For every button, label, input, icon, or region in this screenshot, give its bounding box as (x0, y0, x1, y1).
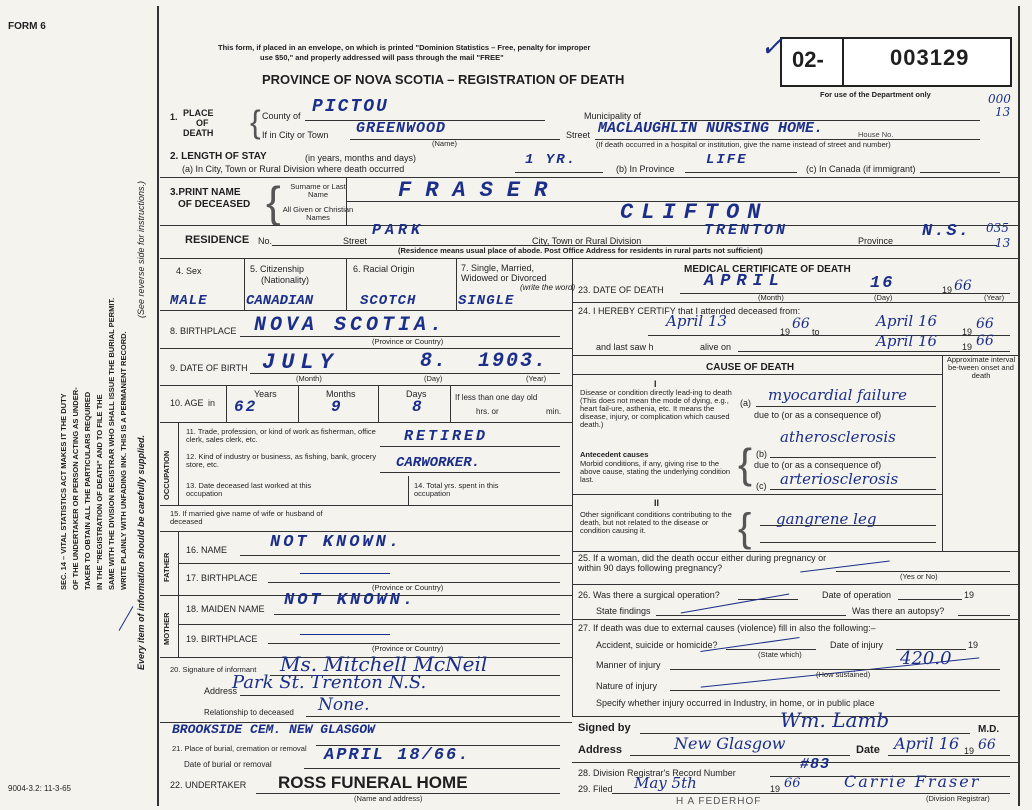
s12-value: CARWORKER. (396, 455, 481, 471)
residence-province-label: Province (858, 236, 894, 246)
other-label: Other significant conditions contributing to the death, but not related to the disease or condition causing it. (580, 510, 732, 535)
registrar-stamp: H A FEDERHOF (676, 796, 762, 807)
residence-street: PARK (372, 222, 425, 239)
s12-label: 12. Kind of industry or business, as fishing, bank, grocery store, etc. (186, 452, 377, 469)
s19-dash (300, 634, 390, 635)
s11-value: RETIRED (404, 428, 489, 445)
cause-a-label: (a) (740, 398, 751, 408)
side-text-8: (See reverse side for instructions.) (136, 180, 146, 318)
s1-label-c: DEATH (183, 128, 214, 138)
cause-part-2-top (572, 494, 942, 495)
residence-code-2: 13 (995, 236, 1011, 250)
s8-value: NOVA SCOTIA. (254, 314, 447, 337)
s5-label: 5. Citizenship (250, 264, 305, 274)
side-text-3: TAKER TO OBTAIN ALL THE PARTICULARS REQUIRED (83, 391, 92, 590)
age-div-3 (378, 385, 379, 422)
s18-value: NOT KNOWN. (284, 591, 417, 610)
s8-label: 8. BIRTHPLACE (170, 326, 237, 336)
residence-province: N.S. (922, 222, 971, 241)
s27-sustained-label: (How sustained) (816, 670, 871, 679)
s28-label: 28. Division Registrar's Record Number (578, 768, 736, 778)
other-line-2 (760, 542, 936, 543)
s2-a-line (515, 172, 603, 173)
cause-part-2: II (654, 498, 660, 508)
signed-date-label: Date (856, 744, 880, 756)
signed-date: April 16 (894, 734, 960, 753)
s24-to: April 16 (876, 312, 938, 330)
s19-sub: (Province or Country) (372, 644, 444, 653)
s3-label-a: 3.PRINT NAME (170, 187, 241, 198)
s29-registrar: Carrie Fraser (844, 772, 981, 791)
row-15-bottom (160, 531, 572, 532)
house-label: House No. (858, 130, 894, 139)
s6-value: SCOTCH (360, 293, 417, 309)
cause-a-line (756, 406, 936, 407)
s9-day-label: (Day) (424, 374, 443, 383)
s10-less: If less than one day old (455, 393, 538, 402)
s1-label-a: PLACE (183, 108, 214, 118)
father-side-label: FATHER (162, 552, 171, 582)
s23-month-label: (Month) (758, 293, 784, 302)
s1-num: 1. (170, 112, 178, 122)
antecedent-title: Antecedent causes (580, 450, 649, 459)
s24-prefix-3: 19 (962, 342, 973, 352)
s10-hrs: hrs. or (476, 407, 499, 416)
s10-months: 9 (331, 398, 343, 416)
s16-label: 16. NAME (186, 545, 228, 555)
s24-line-1 (648, 335, 1010, 336)
municipality-label: Municipality of (584, 111, 642, 121)
s7-value: SINGLE (458, 293, 515, 309)
s26-autopsy-label: Was there an autopsy? (852, 606, 945, 616)
dept-code-2: 13 (995, 105, 1011, 119)
row-9-bottom (160, 385, 572, 386)
s22-value: ROSS FUNERAL HOME (278, 773, 468, 792)
s20-relationship: None. (318, 695, 370, 715)
s26-label: 26. Was there a surgical operation? (578, 590, 720, 600)
side-text-5: SAME WITH THE DIVISION REGISTRAR WHO SHALL ISSUE THE BURIAL PERMIT. (107, 297, 116, 590)
s24-from-year: 66 (792, 316, 810, 332)
dept-use-label: For use of the Department only (820, 90, 931, 99)
occupation-side-label: OCCUPATION (162, 450, 171, 500)
city-label: If in City or Town (262, 130, 329, 140)
header-note-2: use $50," and properly addressed will pass through the mail "FREE" (260, 53, 504, 62)
county-value: PICTOU (312, 97, 389, 117)
s10-label: 10. AGE (170, 398, 204, 408)
registration-number-box (780, 37, 1012, 87)
s28-value: #83 (800, 756, 831, 773)
residence-label: RESIDENCE (185, 234, 250, 246)
s26-autopsy-line (958, 615, 1010, 616)
occupation-side-divider (178, 422, 179, 505)
age-div-2 (298, 385, 299, 422)
s7-label: 7. Single, Married, Widowed or Divorced (461, 263, 547, 283)
s23-bottom (572, 302, 1018, 303)
s26-date-label: Date of operation (822, 590, 892, 600)
s22-sub: (Name and address) (354, 794, 423, 803)
s18-label: 18. MAIDEN NAME (186, 604, 265, 614)
s25-bottom (572, 584, 1018, 585)
s10-days-label: Days (406, 389, 427, 399)
name-label: (Name) (432, 139, 458, 148)
form-number: FORM 6 (8, 21, 46, 32)
s4-label: 4. Sex (176, 266, 202, 276)
cause-c-line (770, 489, 936, 490)
s26-findings-label: State findings (596, 606, 651, 616)
s10-months-label: Months (326, 389, 356, 399)
cause-brace-icon: { (738, 440, 753, 487)
s12-line (380, 472, 560, 473)
s16-bottom (178, 563, 572, 564)
form-left-border (157, 6, 159, 806)
s26-line-2 (898, 599, 962, 600)
s24-lastsaw-label: and last saw h (596, 342, 654, 352)
cause-b-value: atherosclerosis (780, 428, 896, 446)
s20-label: 20. Signature of informant (170, 665, 257, 674)
s8-sub: (Province or Country) (372, 337, 444, 346)
side-text-2: OF THE UNDERTAKER OR PERSON ACTING AS UNDER- (71, 387, 80, 590)
s7-sub: (write the word) (520, 283, 576, 292)
s2-a-label: (a) In City, Town or Rural Division where death occurred (182, 164, 405, 174)
col-div-5 (244, 258, 245, 310)
cause-due-1: due to (or as a consequence of) (754, 410, 882, 420)
residence-street-label: Street (343, 236, 368, 246)
s24-alive: April 16 (876, 332, 938, 350)
signed-md: M.D. (978, 724, 1000, 735)
s27-date-label: Date of injury (830, 640, 884, 650)
cause-direct-label: Disease or condition directly lead-ing to death (This does not mean the mode of dying, e.g., heart fail-ure, asthenia, etc. It means the disease, injury, or complication which caused death.) (580, 388, 732, 429)
s29-year: 66 (784, 776, 801, 791)
s27-nature-line (670, 690, 1000, 691)
s3-label-b: OF DECEASED (178, 199, 251, 210)
s10-in: in (208, 398, 216, 408)
margin-pen-mark (119, 606, 134, 631)
reg-box-divider (842, 39, 844, 85)
s6-label: 6. Racial Origin (353, 264, 415, 274)
s27-label: 27. If death was due to external causes (violence) fill in also the following:– (578, 623, 876, 633)
s9-label: 9. DATE OF BIRTH (170, 363, 248, 373)
side-text-4: IN THE "REGISTRATION OF DEATH" AND TO FILE THE (95, 394, 104, 590)
s10-years-label: Years (254, 389, 277, 399)
reg-prefix: 02- (792, 47, 824, 72)
s23-line (680, 293, 1010, 294)
cause-b-line (770, 457, 936, 458)
cause-due-2: due to (or as a consequence of) (754, 460, 882, 470)
s24-prefix-1: 19 (780, 327, 791, 337)
cause-title: CAUSE OF DEATH (706, 362, 795, 373)
s21-date-label: Date of burial or removal (184, 760, 272, 769)
s14-label: 14. Total yrs. spent in this occupation (414, 481, 499, 498)
check-mark-icon: ✓ (760, 30, 784, 63)
dept-code-1: 000 (988, 92, 1011, 106)
s3-top-line (160, 177, 1018, 178)
form-title: PROVINCE OF NOVA SCOTIA – REGISTRATION OF DEATH (262, 72, 625, 87)
s24-alive-year: 66 (976, 333, 994, 349)
s23-year-prefix: 19 (942, 285, 953, 295)
s20-address-label: Address (204, 686, 238, 696)
s19-label: 19. BIRTHPLACE (186, 634, 258, 644)
age-div-4 (450, 385, 451, 422)
left-right-divider (572, 258, 573, 716)
cause-interval-divider (942, 355, 943, 551)
s10-years: 62 (234, 398, 258, 416)
s27-nature-label: Nature of injury (596, 681, 658, 691)
s16-value: NOT KNOWN. (270, 533, 403, 552)
s22-label: 22. UNDERTAKER (170, 780, 247, 790)
residence-no-label: No. (258, 236, 273, 246)
s13-label: 13. Date deceased last worked at this occupation (186, 481, 312, 498)
s10-min: min. (546, 407, 562, 416)
s23-year-label: (Year) (984, 293, 1005, 302)
s24-to-label: to (812, 327, 820, 337)
s13-s14-divider (408, 476, 409, 505)
row-10-bottom (160, 422, 572, 423)
s27-manner-label: Manner of injury (596, 660, 661, 670)
s20-address: Park St. Trenton N.S. (232, 672, 427, 693)
mother-side-divider (178, 595, 179, 657)
s24-prefix-2: 19 (962, 327, 973, 337)
col-div-7 (456, 258, 457, 310)
s21-label: 21. Place of burial, cremation or removal (172, 744, 307, 753)
s26-findings-line (656, 615, 846, 616)
s25-label: 25. If a woman, did the death occur either during pregnancy or within 90 days following pregnancy? (578, 553, 827, 573)
s2-b-value: LIFE (706, 152, 748, 168)
s4-value: MALE (170, 293, 208, 309)
s20-relationship-label: Relationship to deceased (204, 708, 294, 717)
s2-a-value: 1 YR. (525, 152, 578, 168)
cause-interval-label: Approximate interval be-tween onset and death (946, 355, 1016, 380)
residence-bottom-line (160, 258, 1018, 259)
s24-label: 24. I HEREBY CERTIFY that I attended deceased from: (578, 306, 801, 316)
s27-prefix: 19 (968, 640, 979, 650)
s9-month: JULY (262, 350, 339, 375)
row-7-bottom (160, 310, 572, 311)
reg-number: 003129 (890, 45, 970, 70)
s27-accident-label: Accident, suicide or homicide? (596, 640, 718, 650)
s11-label: 11. Trade, profession, or kind of work as fisherman, office clerk, sales clerk, etc. (186, 427, 376, 444)
s24-alive-label: alive on (700, 342, 732, 352)
s21-place: BROOKSIDE CEM. NEW GLASGOW (172, 722, 375, 737)
s16-line (240, 555, 560, 556)
cause-c-label: (c) (756, 481, 767, 491)
side-text-1: SEC. 14 – VITAL STATISTICS ACT MAKES IT THE DUTY (59, 393, 68, 590)
s29-registrar-label: (Division Registrar) (926, 794, 990, 803)
side-text-7: Every item of information should be carefully supplied. (136, 434, 146, 670)
given-label: All Given or Christian Names (282, 205, 354, 222)
s18-line (274, 614, 560, 615)
s29-label: 29. Filed (578, 784, 613, 794)
s27-state-label: (State which) (758, 650, 802, 659)
s2-b-line (685, 172, 797, 173)
s5-value: CANADIAN (246, 293, 314, 309)
surname-value: FRASER (398, 178, 562, 203)
s9-month-label: (Month) (296, 374, 322, 383)
s24-from: April 13 (666, 312, 728, 330)
antecedent-label: Morbid conditions, if any, giving rise to the above cause, stating the underlying condition last. (580, 459, 731, 484)
s29-year-prefix: 19 (770, 784, 781, 794)
s27-code: 420.0 (900, 648, 952, 669)
s17-label: 17. BIRTHPLACE (186, 573, 258, 583)
s21-date: APRIL 18/66. (324, 746, 471, 765)
s2-b-label: (b) In Province (616, 164, 675, 174)
residence-city: TRENTON (704, 222, 789, 239)
s17-dash (300, 573, 390, 574)
cause-b-label: (b) (756, 449, 767, 459)
s2-c-label: (c) In Canada (if immigrant) (806, 164, 916, 174)
s9-year: 1903. (478, 350, 549, 373)
s23-day-label: (Day) (874, 293, 893, 302)
s25-sub: (Yes or No) (900, 572, 938, 581)
county-label: County of (262, 111, 301, 121)
s17-sub: (Province or Country) (372, 583, 444, 592)
print-code: 9004-3.2: 11-3-65 (8, 784, 72, 793)
row-14-bottom (160, 505, 572, 506)
other-brace-icon: { (738, 506, 752, 550)
street-label: Street (566, 130, 591, 140)
s2-sub: (in years, months and days) (305, 153, 417, 163)
signed-address: New Glasgow (674, 734, 786, 753)
cause-title-line (572, 374, 942, 375)
s23-year: 66 (954, 278, 972, 294)
s20-address-line (240, 695, 560, 696)
residence-city-label: City, Town or Rural Division (532, 236, 642, 246)
s24-to-year: 66 (976, 316, 994, 332)
s9-day: 8. (420, 350, 449, 373)
city-value: GREENWOOD (356, 120, 447, 137)
signed-year: 66 (978, 737, 996, 753)
age-div-1 (226, 385, 227, 422)
s3-bottom-line (160, 225, 1018, 226)
mother-side-label: MOTHER (162, 612, 171, 645)
s9-year-label: (Year) (526, 374, 547, 383)
given-value: CLIFTON (620, 200, 769, 225)
s23-month: APRIL (704, 272, 786, 291)
s21-date-line (304, 768, 560, 769)
form-right-border (1018, 6, 1020, 806)
s20-relationship-line (306, 716, 560, 717)
s27-specify-label: Specify whether injury occurred in Industry, in home, or in public place (596, 698, 875, 708)
s26-bottom (572, 619, 1018, 620)
s2-c-line (920, 172, 1000, 173)
s1-brace-icon: { (250, 104, 261, 140)
surname-label: Surname or Last Name (290, 182, 346, 199)
signed-date-line (888, 755, 1010, 756)
s1-note: (If death occurred in a hospital or institution, give the name instead of street and number) (596, 140, 891, 149)
signed-address-label: Address (578, 744, 623, 756)
s2-label: 2. LENGTH OF STAY (170, 151, 267, 162)
s11-line (380, 446, 560, 447)
street-value: MACLAUGHLIN NURSING HOME. (598, 120, 824, 137)
medical-title: MEDICAL CERTIFICATE OF DEATH (684, 264, 851, 275)
residence-code-1: 035 (986, 221, 1009, 235)
s5-sub: (Nationality) (261, 275, 310, 285)
cause-part-1: I (654, 379, 657, 389)
residence-note: (Residence means usual place of abode. Post Office Address for residents in rural parts not sufficient) (398, 246, 763, 255)
signed-value: Wm. Lamb (780, 708, 890, 732)
col-div-6 (346, 258, 347, 310)
s23-day: 16 (870, 274, 895, 293)
s10-days: 8 (412, 398, 424, 416)
signed-label: Signed by (578, 722, 631, 734)
s24-line-2 (738, 351, 1010, 352)
side-text-6: WRITE PLAINLY WITH UNFADING INK. THIS IS A PERMANENT RECORD. (119, 331, 128, 590)
cause-bottom (572, 551, 1018, 552)
header-note-1: This form, if placed in an envelope, on which is printed "Dominion Statistics – Free, penalty for improper (218, 43, 591, 52)
other-value: gangrene leg (776, 510, 877, 528)
s3-brace-icon: { (266, 178, 281, 227)
cause-c-value: arteriosclerosis (780, 470, 899, 488)
signed-year-prefix: 19 (964, 746, 975, 756)
signed-bottom (572, 762, 1018, 763)
s29-value: May 5th (634, 774, 697, 792)
s1-label-b: OF (196, 118, 209, 128)
cause-a-value: myocardial failure (768, 386, 907, 404)
row-8-bottom (160, 348, 572, 349)
s26-prefix: 19 (964, 590, 975, 600)
s23-label: 23. DATE OF DEATH (578, 285, 664, 295)
s20-informant: Ms. Mitchell McNeil (280, 652, 488, 676)
s18-bottom (178, 624, 572, 625)
other-line-1 (760, 525, 936, 526)
s15-label: 15. If married give name of wife or husband of deceased (170, 509, 323, 526)
